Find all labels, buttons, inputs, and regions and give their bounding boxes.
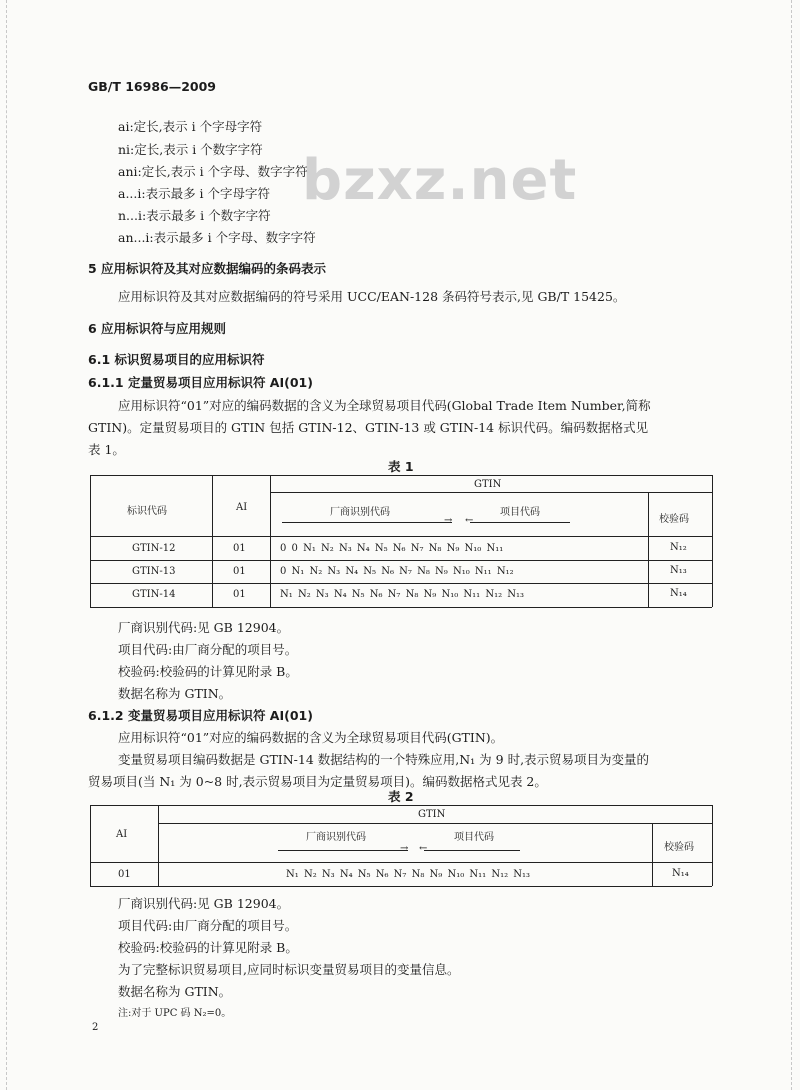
definition-ani: ani:定长,表示 i 个字母、数字字符 (118, 164, 308, 179)
definition-an-max: an...i:表示最多 i 个字母、数字字符 (118, 230, 316, 245)
scan-edge-right (791, 0, 793, 1090)
table-1-row-1-check: N₁₂ (670, 542, 687, 553)
watermark: bzxz.net (302, 148, 578, 213)
table-1-row-3-ai: 01 (233, 589, 246, 600)
table-1-id-header: 标识代码 (127, 506, 167, 517)
table-2-item-header: 项目代码 (454, 832, 494, 843)
section-6-1-2-body-3: 贸易项目(当 N₁ 为 0~8 时,表示贸易项目为定量贸易项目)。编码数据格式见表 2。 (88, 774, 547, 789)
table-1-item-arrow (470, 522, 570, 523)
table-1-caption: 表 1 (388, 459, 414, 474)
arrow-right-icon: → (400, 843, 409, 854)
definition-a-max: a...i:表示最多 i 个字母字符 (118, 186, 271, 201)
section-6-1-1-body-1: 应用标识符“01”对应的编码数据的含义为全球贸易项目代码(Global Trade Item Number,简称 (118, 398, 651, 413)
table-1-ai-header: AI (236, 502, 248, 513)
table-1-row-3-digits: N₁ N₂ N₃ N₄ N₅ N₆ N₇ N₈ N₉ N₁₀ N₁₁ N₁₂ N₁₃ (280, 589, 525, 600)
table-2-footnote: 注:对于 UPC 码 N₂=0。 (118, 1008, 232, 1019)
table-1-row-2-digits: 0 N₁ N₂ N₃ N₄ N₅ N₆ N₇ N₈ N₉ N₁₀ N₁₁ N₁₂ (280, 566, 514, 577)
standard-code: GB/T 16986—2009 (88, 79, 217, 94)
section-6-1-2-body-2: 变量贸易项目编码数据是 GTIN-14 数据结构的一个特殊应用,N₁ 为 9 时,表示贸易项目为变量的 (118, 752, 650, 767)
table-1-row-2-check: N₁₃ (670, 565, 687, 576)
definition-ni: ni:定长,表示 i 个数字字符 (118, 142, 263, 157)
table-2-gtin-header: GTIN (418, 809, 446, 820)
table-2-caption: 表 2 (388, 789, 414, 804)
arrow-right-icon: → (444, 515, 453, 526)
section-6-1-1-body-2: GTIN)。定量贸易项目的 GTIN 包括 GTIN-12、GTIN-13 或 GTIN-14 标识代码。编码数据格式见 (88, 420, 649, 435)
table-1-row-2-id: GTIN-13 (132, 566, 176, 577)
table-2-row-ai: 01 (118, 869, 131, 880)
table-2-note-5: 数据名称为 GTIN。 (118, 984, 232, 999)
table-2-note-3: 校验码:校验码的计算见附录 B。 (118, 940, 298, 955)
table-1-note-4: 数据名称为 GTIN。 (118, 686, 232, 701)
table-2-ai-header: AI (116, 829, 128, 840)
table-1-item-header: 项目代码 (500, 507, 540, 518)
table-1-note-3: 校验码:校验码的计算见附录 B。 (118, 664, 298, 679)
section-6-1-2-body-1: 应用标识符“01”对应的编码数据的含义为全球贸易项目代码(GTIN)。 (118, 730, 504, 745)
table-1-company-arrow (282, 522, 452, 523)
arrow-left-icon: ← (419, 843, 428, 854)
section-5-title: 5 应用标识符及其对应数据编码的条码表示 (88, 261, 327, 276)
table-1-row-3-id: GTIN-14 (132, 589, 176, 600)
table-2-row-check: N₁₄ (672, 868, 689, 879)
table-2-row-digits: N₁ N₂ N₃ N₄ N₅ N₆ N₇ N₈ N₉ N₁₀ N₁₁ N₁₂ N₁₃ (286, 869, 531, 880)
section-6-1-2-title: 6.1.2 变量贸易项目应用标识符 AI(01) (88, 708, 313, 723)
table-1-row-1-id: GTIN-12 (132, 543, 176, 554)
section-6-1-1-body-3: 表 1。 (88, 442, 125, 457)
table-1-row-2-ai: 01 (233, 566, 246, 577)
scan-edge-left (6, 0, 8, 1090)
table-1-row-1-ai: 01 (233, 543, 246, 554)
table-1-row-1-digits: 0 0 N₁ N₂ N₃ N₄ N₅ N₆ N₇ N₈ N₉ N₁₀ N₁₁ (280, 543, 504, 554)
table-1-note-1: 厂商识别代码:见 GB 12904。 (118, 620, 290, 635)
definition-n-max: n...i:表示最多 i 个数字字符 (118, 208, 271, 223)
table-2-note-2: 项目代码:由厂商分配的项目号。 (118, 918, 298, 933)
page-number: 2 (92, 1022, 99, 1033)
arrow-left-icon: ← (465, 515, 474, 526)
section-6-title: 6 应用标识符与应用规则 (88, 321, 227, 336)
definition-ai: ai:定长,表示 i 个字母字符 (118, 119, 263, 134)
table-1-gtin-header: GTIN (474, 479, 502, 490)
table-1-note-2: 项目代码:由厂商分配的项目号。 (118, 642, 298, 657)
table-2-note-1: 厂商识别代码:见 GB 12904。 (118, 896, 290, 911)
table-2-note-4: 为了完整标识贸易项目,应同时标识变量贸易项目的变量信息。 (118, 962, 460, 977)
table-2-check-header: 校验码 (664, 842, 694, 853)
table-2-company-arrow (278, 850, 408, 851)
table-1-check-header: 校验码 (659, 514, 689, 525)
table-2-company-header: 厂商识别代码 (306, 832, 366, 843)
table-1-row-3-check: N₁₄ (670, 588, 687, 599)
section-6-1-1-title: 6.1.1 定量贸易项目应用标识符 AI(01) (88, 375, 313, 390)
table-1-company-header: 厂商识别代码 (330, 507, 390, 518)
table-2-item-arrow (424, 850, 520, 851)
section-6-1-title: 6.1 标识贸易项目的应用标识符 (88, 352, 265, 367)
section-5-body: 应用标识符及其对应数据编码的符号采用 UCC/EAN-128 条码符号表示,见 GB/T 15425。 (118, 289, 626, 304)
